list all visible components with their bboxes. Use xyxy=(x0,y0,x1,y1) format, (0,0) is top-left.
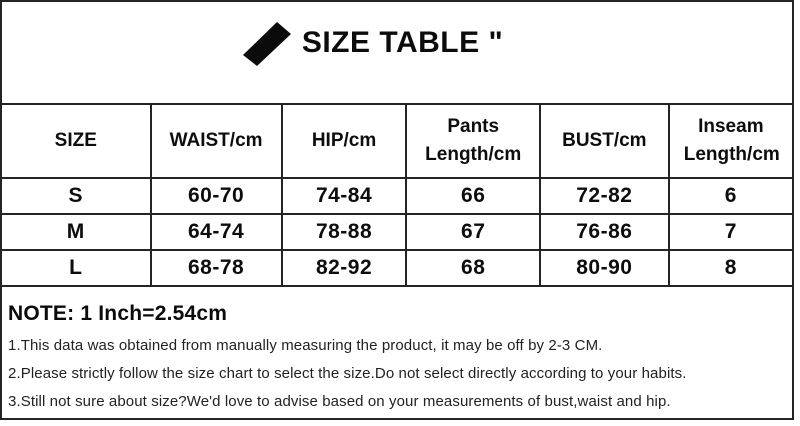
pants-length-value: 66 xyxy=(406,178,540,214)
hip-value: 82-92 xyxy=(282,250,407,286)
table-row-l xyxy=(2,250,792,286)
brush-stroke-icon xyxy=(241,20,295,66)
table-row-s xyxy=(2,178,792,214)
notes-section xyxy=(2,287,792,416)
inseam-length-value: 6 xyxy=(669,178,792,214)
size-table xyxy=(2,103,792,287)
inseam-length-value: 7 xyxy=(669,214,792,250)
column-header-size: SIZE xyxy=(2,104,151,178)
size-label: M xyxy=(2,214,151,250)
note-heading: NOTE: 1 Inch=2.54cm xyxy=(8,302,228,325)
title-bar xyxy=(2,2,792,103)
bust-value: 80-90 xyxy=(540,250,669,286)
column-header-hip: HIP/cm xyxy=(282,104,407,178)
column-header-bust: BUST/cm xyxy=(540,104,669,178)
hip-value: 78-88 xyxy=(282,214,407,250)
size-label: S xyxy=(2,178,151,214)
page-title: SIZE TABLE " xyxy=(301,25,504,59)
waist-value: 60-70 xyxy=(151,178,282,214)
column-header-waist: WAIST/cm xyxy=(151,104,282,178)
size-label: L xyxy=(2,250,151,286)
size-table-body xyxy=(2,178,792,286)
title-group xyxy=(241,20,503,66)
header-row xyxy=(2,104,792,178)
note-item-2: 2.Please strictly follow the size chart to select the size.Do not select directly according to your habits. xyxy=(8,365,687,382)
waist-value: 64-74 xyxy=(151,214,282,250)
waist-value: 68-78 xyxy=(151,250,282,286)
note-item-1: 1.This data was obtained from manually measuring the product, it may be off by 2-3 CM. xyxy=(8,337,603,354)
inseam-length-value: 8 xyxy=(669,250,792,286)
size-table-header xyxy=(2,104,792,178)
column-header-pants-length: Pants Length/cm xyxy=(406,104,540,178)
hip-value: 74-84 xyxy=(282,178,407,214)
note-item-3: 3.Still not sure about size?We'd love to advise based on your measurements of bust,waist and hip. xyxy=(8,393,671,410)
column-header-inseam-length: Inseam Length/cm xyxy=(669,104,792,178)
bust-value: 72-82 xyxy=(540,178,669,214)
table-row-m xyxy=(2,214,792,250)
pants-length-value: 67 xyxy=(406,214,540,250)
bust-value: 76-86 xyxy=(540,214,669,250)
pants-length-value: 68 xyxy=(406,250,540,286)
